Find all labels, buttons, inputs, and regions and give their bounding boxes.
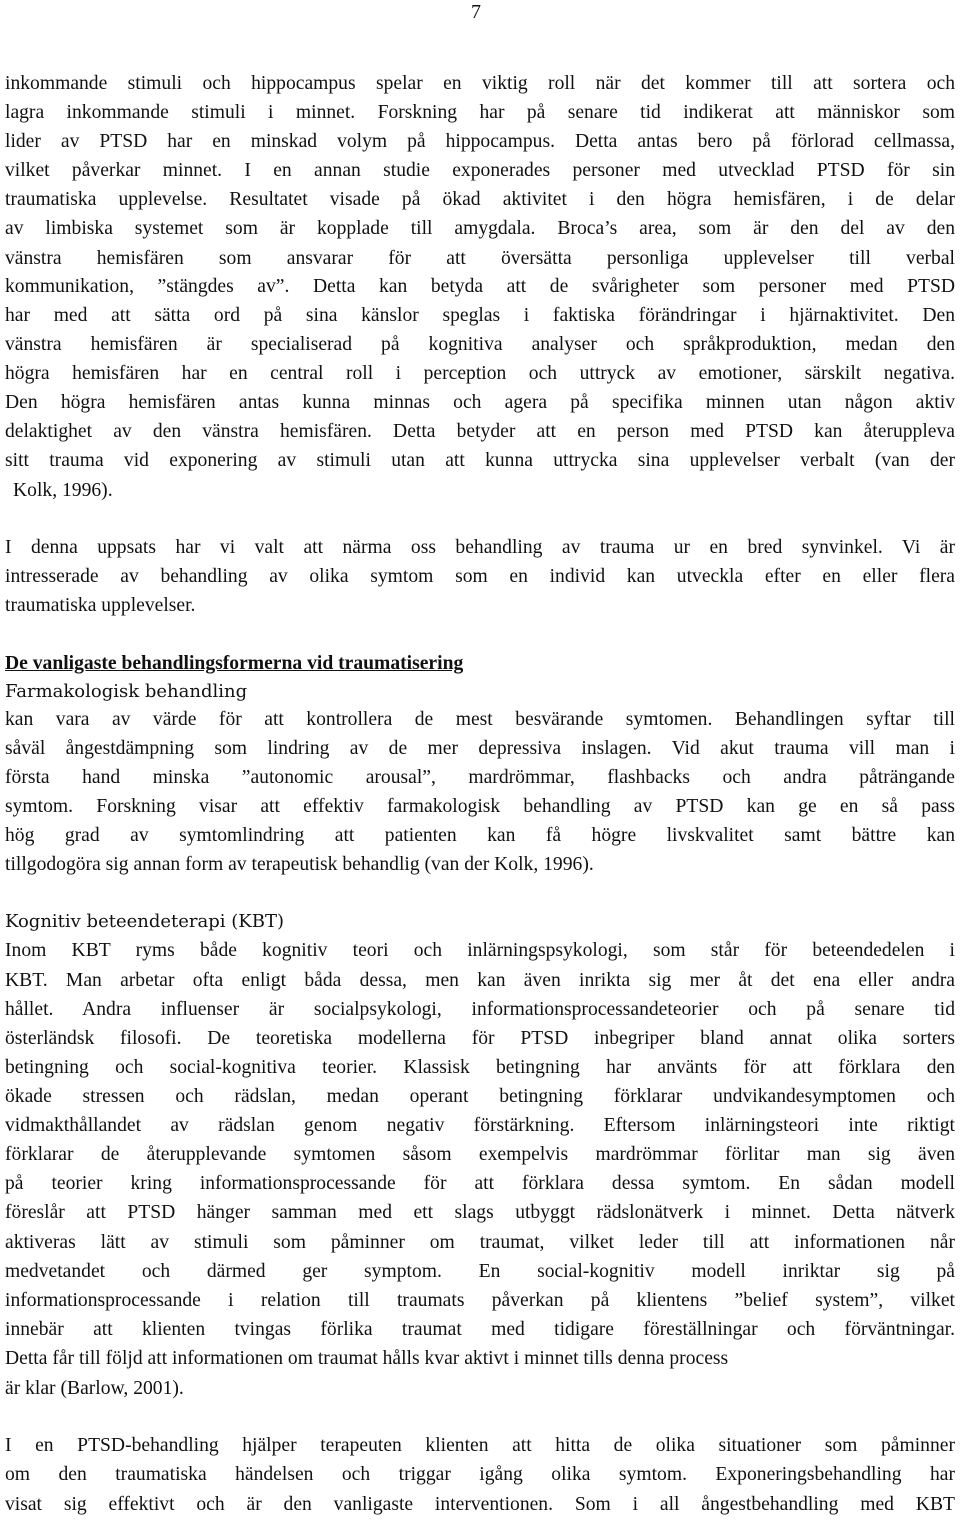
subsection-heading: Farmakologisk behandling	[5, 681, 248, 702]
text-line: av limbiska systemet som är kopplade till amygdala. Broca’s area, som är den del av den	[5, 218, 955, 239]
text-line: visat sig effektivt och är den vanligaste interventionen. Som i all ångestbehandling med KBT	[5, 1494, 955, 1515]
text-line: Den högra hemisfären antas kunna minnas och agera på specifika minnen utan någon aktiv	[5, 392, 955, 413]
text-line: medvetandet och därmed ger symptom. En social-kognitiv modell inriktar sig på	[5, 1261, 955, 1282]
text-line: på teorier kring informationsprocessande för att förklara dessa symtom. En sådan modell	[5, 1173, 955, 1194]
text-line: betingning och social-kognitiva teorier. Klassisk betingning har använts för att förklara den	[5, 1057, 955, 1078]
text-line: Kolk, 1996).	[13, 480, 113, 501]
subsection-heading: Kognitiv beteendeterapi (KBT)	[5, 911, 284, 932]
text-line: inkommande stimuli och hippocampus spelar en viktig roll när det kommer till att sortera och	[5, 73, 955, 94]
text-line: lagra inkommande stimuli i minnet. Forskning har på senare tid indikerat att människor som	[5, 102, 955, 123]
text-line: vidmakthållandet av rädslan genom negativ förstärkning. Eftersom inlärningsteori inte riktigt	[5, 1115, 955, 1136]
text-line: har med att sätta ord på sina känslor speglas i faktiska förändringar i hjärnaktivitet. Den	[5, 305, 955, 326]
text-line: förklarar de återupplevande symtomen såsom exempelvis mardrömmar förlitar man sig även	[5, 1144, 955, 1165]
text-line: Inom KBT ryms både kognitiv teori och inlärningspsykologi, som står för beteendedelen i	[5, 940, 955, 961]
text-line: om den traumatiska händelsen och triggar igång olika symtom. Exponeringsbehandling har	[5, 1464, 955, 1485]
text-line: österländsk filosofi. De teoretiska modellerna för PTSD inbegriper bland annat olika sorters	[5, 1028, 955, 1049]
text-line: informationsprocessande i relation till traumats påverkan på klientens ”belief system”, vilket	[5, 1290, 955, 1311]
text-line: föreslår att PTSD hänger samman med ett slags utbyggt rädslonätverk i minnet. Detta nätverk	[5, 1202, 955, 1223]
text-line: symtom. Forskning visar att effektiv farmakologisk behandling av PTSD kan ge en så pass	[5, 796, 955, 817]
text-line: är klar (Barlow, 2001).	[5, 1378, 184, 1399]
text-line: Detta får till följd att informationen om traumat hålls kvar aktivt i minnet tills denna process	[5, 1348, 729, 1369]
text-line: vänstra hemisfären är specialiserad på kognitiva analyser och språkproduktion, medan den	[5, 334, 955, 355]
text-line: högra hemisfären har en central roll i perception och uttryck av emotioner, särskilt negativa.	[5, 363, 955, 384]
text-line: lider av PTSD har en minskad volym på hippocampus. Detta antas bero på förlorad cellmassa,	[5, 131, 955, 152]
text-line: vilket påverkar minnet. I en annan studie exponerades personer med utvecklad PTSD för sin	[5, 160, 955, 181]
text-line: I denna uppsats har vi valt att närma oss behandling av trauma ur en bred synvinkel. Vi är	[5, 537, 955, 558]
text-line: tillgodogöra sig annan form av terapeutisk behandlig (van der Kolk, 1996).	[5, 854, 594, 875]
text-line: traumatiska upplevelser.	[5, 595, 196, 616]
text-line: innebär att klienten tvingas förlika traumat med tidigare föreställningar och förväntningar.	[5, 1319, 955, 1340]
text-line: hållet. Andra influenser är socialpsykologi, informationsprocessandeteorier och på senare tid	[5, 999, 955, 1020]
text-line: aktiveras lätt av stimuli som påminner om traumat, vilket leder till att informationen når	[5, 1232, 955, 1253]
page-number: 7	[471, 1, 481, 23]
text-line: intresserade av behandling av olika symtom som en individ kan utveckla efter en eller flera	[5, 566, 955, 587]
text-line: såväl ångestdämpning som lindring av de mer depressiva inslagen. Vid akut trauma vill man i	[5, 738, 955, 759]
text-line: traumatiska upplevelse. Resultatet visade på ökad aktivitet i den högra hemisfären, i de delar	[5, 189, 955, 210]
text-line: första hand minska ”autonomic arousal”, mardrömmar, flashbacks och andra påträngande	[5, 767, 955, 788]
text-line: KBT. Man arbetar ofta enligt båda dessa, men kan även inrikta sig mer åt det ena eller andra	[5, 970, 955, 991]
text-line: hög grad av symtomlindring att patienten kan få högre livskvalitet samt bättre kan	[5, 825, 955, 846]
section-heading: De vanligaste behandlingsformerna vid traumatisering	[5, 653, 464, 674]
text-line: sitt trauma vid exponering av stimuli utan att kunna uttrycka sina upplevelser verbalt (van der	[5, 450, 955, 471]
text-line: kan vara av värde för att kontrollera de mest besvärande symtomen. Behandlingen syftar till	[5, 709, 955, 730]
text-line: kommunikation, ”stängdes av”. Detta kan betyda att de svårigheter som personer med PTSD	[5, 276, 955, 297]
text-line: I en PTSD-behandling hjälper terapeuten klienten att hitta de olika situationer som påminner	[5, 1435, 955, 1456]
text-line: delaktighet av den vänstra hemisfären. Detta betyder att en person med PTSD kan återuppleva	[5, 421, 955, 442]
text-line: ökade stressen och rädslan, medan operant betingning förklarar undvikandesymptomen och	[5, 1086, 955, 1107]
text-line: vänstra hemisfären som ansvarar för att översätta personliga upplevelser till verbal	[5, 248, 955, 269]
